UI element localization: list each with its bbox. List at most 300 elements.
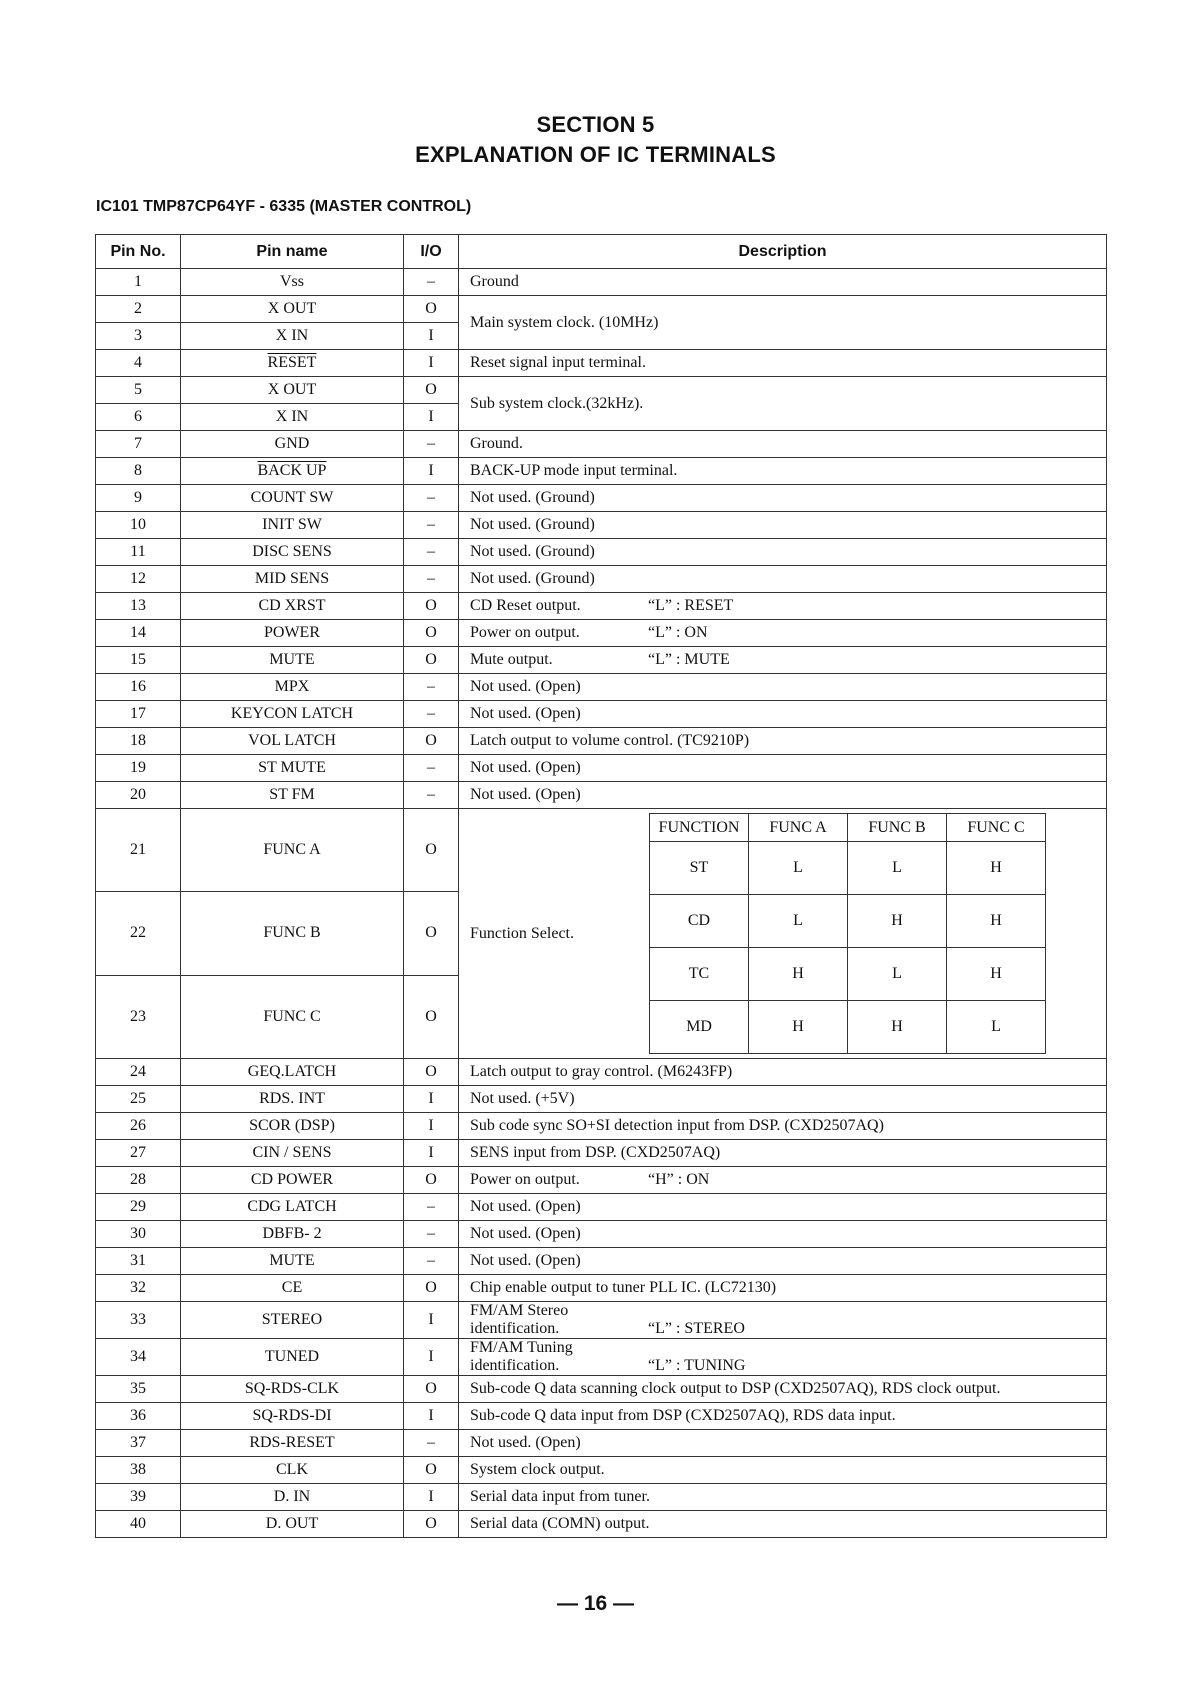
function-table-cell: H bbox=[749, 1001, 848, 1054]
signal-level: “L” : TUNING bbox=[648, 1357, 746, 1374]
pin-io: – bbox=[404, 755, 459, 782]
pin-description bbox=[459, 512, 1107, 539]
pin-description bbox=[459, 755, 1107, 782]
pin-io: O bbox=[404, 620, 459, 647]
pin-name-text: RDS-RESET bbox=[249, 1434, 335, 1451]
table-row bbox=[96, 269, 1107, 296]
pin-name bbox=[181, 1457, 404, 1484]
pin-number: 31 bbox=[96, 1248, 181, 1275]
pin-name-text: CE bbox=[281, 1279, 303, 1296]
table-row bbox=[96, 377, 1107, 404]
pin-name-text: SCOR (DSP) bbox=[249, 1117, 335, 1134]
function-select-table bbox=[649, 813, 1046, 1054]
pin-name-text: RDS. INT bbox=[259, 1090, 325, 1107]
pin-name-text: MID SENS bbox=[254, 570, 330, 587]
table-row bbox=[96, 431, 1107, 458]
pin-name-text: BACK UP bbox=[257, 462, 327, 479]
pin-description bbox=[459, 1140, 1107, 1167]
description-text: Not used. (+5V) bbox=[470, 1090, 575, 1107]
table-row bbox=[96, 485, 1107, 512]
pin-io: O bbox=[404, 809, 459, 892]
description-text: Sub-code Q data scanning clock output to DSP (CXD2507AQ), RDS clock output. bbox=[470, 1380, 1001, 1397]
pin-number: 32 bbox=[96, 1275, 181, 1302]
function-table-row bbox=[650, 948, 1046, 1001]
section-number: SECTION 5 bbox=[536, 112, 655, 137]
pin-name bbox=[181, 728, 404, 755]
pin-description bbox=[459, 1403, 1107, 1430]
pin-number: 19 bbox=[96, 755, 181, 782]
signal-level: “L” : MUTE bbox=[648, 651, 730, 668]
table-row bbox=[96, 755, 1107, 782]
pin-io: I bbox=[404, 1302, 459, 1339]
pin-io: I bbox=[404, 1140, 459, 1167]
pin-name-text: KEYCON LATCH bbox=[230, 705, 354, 722]
table-row bbox=[96, 1248, 1107, 1275]
pin-name bbox=[181, 701, 404, 728]
pin-description bbox=[459, 1275, 1107, 1302]
pin-description bbox=[459, 1167, 1107, 1194]
pin-io: – bbox=[404, 782, 459, 809]
pin-name bbox=[181, 404, 404, 431]
function-table-cell: H bbox=[749, 948, 848, 1001]
pin-number: 16 bbox=[96, 674, 181, 701]
pin-name-text: X OUT bbox=[267, 300, 317, 317]
function-table-cell: L bbox=[749, 895, 848, 948]
pin-name bbox=[181, 620, 404, 647]
pin-io: O bbox=[404, 593, 459, 620]
table-row bbox=[96, 1511, 1107, 1538]
table-row bbox=[96, 674, 1107, 701]
pin-name-text: GEQ.LATCH bbox=[247, 1063, 337, 1080]
pin-name-text: ST FM bbox=[269, 786, 315, 803]
pin-name-text: DBFB- 2 bbox=[262, 1225, 322, 1242]
table-row bbox=[96, 701, 1107, 728]
pin-name-text: MUTE bbox=[269, 1252, 315, 1269]
pin-io: – bbox=[404, 269, 459, 296]
description-text: Not used. (Open) bbox=[470, 1198, 581, 1215]
table-row bbox=[96, 1086, 1107, 1113]
pin-io: – bbox=[404, 1221, 459, 1248]
pin-name-text: CIN / SENS bbox=[252, 1144, 332, 1161]
signal-level: “L” : STEREO bbox=[648, 1320, 745, 1337]
function-table-cell: CD bbox=[650, 895, 749, 948]
description-text: Not used. (Open) bbox=[470, 1252, 581, 1269]
pin-io: – bbox=[404, 512, 459, 539]
function-table-cell: H bbox=[848, 1001, 947, 1054]
table-row bbox=[96, 1221, 1107, 1248]
pin-name-text: CDG LATCH bbox=[247, 1198, 337, 1215]
pin-io: O bbox=[404, 1167, 459, 1194]
description-text: Sub code sync SO+SI detection input from DSP. (CXD2507AQ) bbox=[470, 1117, 884, 1134]
description-text: Not used. (Open) bbox=[470, 1225, 581, 1242]
pin-name bbox=[181, 755, 404, 782]
sig-label: Mute output. bbox=[470, 651, 553, 668]
pin-io: – bbox=[404, 485, 459, 512]
function-table-cell: ST bbox=[650, 842, 749, 895]
column-header: Pin No. bbox=[96, 235, 181, 269]
pin-description bbox=[459, 1194, 1107, 1221]
pin-number: 28 bbox=[96, 1167, 181, 1194]
pin-number: 40 bbox=[96, 1511, 181, 1538]
pin-name-text: VOL LATCH bbox=[248, 732, 336, 749]
pin-name-text: COUNT SW bbox=[250, 489, 334, 506]
pin-name bbox=[181, 1167, 404, 1194]
pin-description bbox=[459, 296, 1107, 350]
pin-name bbox=[181, 1430, 404, 1457]
function-table-cell: L bbox=[749, 842, 848, 895]
column-header: I/O bbox=[404, 235, 459, 269]
function-table-row bbox=[650, 842, 1046, 895]
pin-number: 21 bbox=[96, 809, 181, 892]
table-row bbox=[96, 1113, 1107, 1140]
table-row bbox=[96, 539, 1107, 566]
pin-name bbox=[181, 323, 404, 350]
pin-name-text: POWER bbox=[264, 624, 320, 641]
pin-io: – bbox=[404, 1248, 459, 1275]
pin-name bbox=[181, 1376, 404, 1403]
function-table-cell: H bbox=[848, 895, 947, 948]
function-table-header-row bbox=[650, 814, 1046, 842]
column-header: Description bbox=[459, 235, 1107, 269]
table-row bbox=[96, 566, 1107, 593]
table-row bbox=[96, 1194, 1107, 1221]
pin-description bbox=[459, 620, 1107, 647]
function-table-cell: H bbox=[947, 842, 1046, 895]
pin-name-text: X IN bbox=[275, 408, 309, 425]
description-text: Function Select. bbox=[470, 924, 574, 942]
pin-name-text: X IN bbox=[275, 327, 309, 344]
table-row bbox=[96, 1302, 1107, 1339]
pin-name-text: ST MUTE bbox=[258, 759, 326, 776]
pin-number: 10 bbox=[96, 512, 181, 539]
function-table-cell: L bbox=[947, 1001, 1046, 1054]
pin-name-text: TUNED bbox=[264, 1348, 320, 1365]
pin-number: 11 bbox=[96, 539, 181, 566]
pin-number: 22 bbox=[96, 892, 181, 975]
description-text: Not used. (Ground) bbox=[470, 489, 595, 506]
description-text: Latch output to gray control. (M6243FP) bbox=[470, 1063, 733, 1080]
table-row bbox=[96, 620, 1107, 647]
pin-io: I bbox=[404, 404, 459, 431]
function-select-cell bbox=[470, 809, 1106, 1058]
pin-io: O bbox=[404, 1511, 459, 1538]
pin-number: 7 bbox=[96, 431, 181, 458]
pin-io: – bbox=[404, 674, 459, 701]
pin-number: 37 bbox=[96, 1430, 181, 1457]
table-row bbox=[96, 1403, 1107, 1430]
pin-number: 4 bbox=[96, 350, 181, 377]
pin-name bbox=[181, 782, 404, 809]
function-table-header: FUNC B bbox=[848, 814, 947, 842]
table-row bbox=[96, 809, 1107, 892]
description-text: SENS input from DSP. (CXD2507AQ) bbox=[470, 1144, 721, 1161]
pin-number: 34 bbox=[96, 1339, 181, 1376]
pin-description bbox=[459, 701, 1107, 728]
pin-number: 2 bbox=[96, 296, 181, 323]
pin-description bbox=[459, 782, 1107, 809]
pin-name bbox=[181, 1484, 404, 1511]
pin-io: O bbox=[404, 377, 459, 404]
section-title: EXPLANATION OF IC TERMINALS bbox=[415, 142, 776, 167]
table-row bbox=[96, 1457, 1107, 1484]
description-text: Not used. (Open) bbox=[470, 1434, 581, 1451]
function-table-header: FUNCTION bbox=[650, 814, 749, 842]
pin-number: 20 bbox=[96, 782, 181, 809]
pin-number: 35 bbox=[96, 1376, 181, 1403]
pin-name bbox=[181, 593, 404, 620]
pin-name bbox=[181, 1403, 404, 1430]
pin-description bbox=[459, 431, 1107, 458]
sig-label: CD Reset output. bbox=[470, 597, 581, 614]
pin-name bbox=[181, 512, 404, 539]
pin-description bbox=[459, 1430, 1107, 1457]
function-table-row bbox=[650, 1001, 1046, 1054]
pin-io: – bbox=[404, 566, 459, 593]
pin-number: 33 bbox=[96, 1302, 181, 1339]
description-text: Sub system clock.(32kHz). bbox=[470, 394, 644, 412]
page-number: — 16 — bbox=[556, 1592, 635, 1615]
pin-description bbox=[459, 1376, 1107, 1403]
function-table-cell: L bbox=[848, 842, 947, 895]
pin-description bbox=[459, 1221, 1107, 1248]
pin-name bbox=[181, 1140, 404, 1167]
pin-description bbox=[459, 458, 1107, 485]
pin-io: I bbox=[404, 1113, 459, 1140]
pin-number: 13 bbox=[96, 593, 181, 620]
pin-description bbox=[459, 1484, 1107, 1511]
pin-name bbox=[181, 975, 404, 1058]
pin-io: O bbox=[404, 892, 459, 975]
table-row bbox=[96, 1275, 1107, 1302]
table-row bbox=[96, 647, 1107, 674]
pin-name-text: MUTE bbox=[269, 651, 315, 668]
pin-name bbox=[181, 1221, 404, 1248]
pin-name-text: CD POWER bbox=[250, 1171, 334, 1188]
pin-name bbox=[181, 485, 404, 512]
pin-description bbox=[459, 1248, 1107, 1275]
description-text: Ground. bbox=[470, 435, 523, 452]
pin-description bbox=[459, 1339, 1107, 1376]
pin-io: O bbox=[404, 647, 459, 674]
pin-name bbox=[181, 1275, 404, 1302]
pin-number: 39 bbox=[96, 1484, 181, 1511]
pin-description bbox=[459, 1113, 1107, 1140]
pin-name bbox=[181, 647, 404, 674]
sig-label: Power on output. bbox=[470, 1171, 580, 1188]
pin-number: 8 bbox=[96, 458, 181, 485]
table-row bbox=[96, 1484, 1107, 1511]
pin-name bbox=[181, 1511, 404, 1538]
description-text: Sub-code Q data input from DSP (CXD2507AQ), RDS data input. bbox=[470, 1407, 896, 1424]
pin-description bbox=[459, 1511, 1107, 1538]
pin-name bbox=[181, 1059, 404, 1086]
pin-io: O bbox=[404, 1376, 459, 1403]
pin-description bbox=[459, 647, 1107, 674]
pin-io: O bbox=[404, 296, 459, 323]
table-body bbox=[96, 269, 1107, 1538]
pin-number: 26 bbox=[96, 1113, 181, 1140]
function-table-header: FUNC C bbox=[947, 814, 1046, 842]
pin-io: O bbox=[404, 728, 459, 755]
description-text: Reset signal input terminal. bbox=[470, 354, 646, 371]
pin-name-text: D. OUT bbox=[265, 1515, 319, 1532]
signal-level: “H” : ON bbox=[648, 1171, 710, 1188]
pin-name bbox=[181, 566, 404, 593]
description-text: Main system clock. (10MHz) bbox=[470, 313, 659, 331]
pin-name-text: DISC SENS bbox=[252, 543, 332, 560]
pin-number: 29 bbox=[96, 1194, 181, 1221]
pin-number: 36 bbox=[96, 1403, 181, 1430]
function-table-row bbox=[650, 895, 1046, 948]
table-header-row bbox=[96, 235, 1107, 269]
pin-io: – bbox=[404, 1194, 459, 1221]
pin-description bbox=[459, 485, 1107, 512]
pin-name-text: SQ-RDS-CLK bbox=[244, 1380, 340, 1397]
pin-name bbox=[181, 1113, 404, 1140]
pin-name bbox=[181, 1248, 404, 1275]
pin-name-text: STEREO bbox=[261, 1311, 323, 1328]
pin-description bbox=[459, 1302, 1107, 1339]
table-row bbox=[96, 1140, 1107, 1167]
pin-name-text: Vss bbox=[279, 273, 304, 290]
pin-io: – bbox=[404, 431, 459, 458]
pin-io: I bbox=[404, 1086, 459, 1113]
signal-level: “L” : ON bbox=[648, 624, 708, 641]
pin-io: I bbox=[404, 458, 459, 485]
table-row bbox=[96, 296, 1107, 323]
pin-io: – bbox=[404, 539, 459, 566]
pin-name bbox=[181, 892, 404, 975]
description-text: Not used. (Open) bbox=[470, 786, 581, 803]
pin-name-text: CLK bbox=[276, 1461, 308, 1478]
description-text: Chip enable output to tuner PLL IC. (LC72130) bbox=[470, 1279, 777, 1296]
pin-name-text: SQ-RDS-DI bbox=[252, 1407, 332, 1424]
function-table-header: FUNC A bbox=[749, 814, 848, 842]
function-table-cell: H bbox=[947, 948, 1046, 1001]
pin-number: 1 bbox=[96, 269, 181, 296]
pin-name-text: INIT SW bbox=[262, 516, 322, 533]
pin-number: 30 bbox=[96, 1221, 181, 1248]
pin-io: O bbox=[404, 1457, 459, 1484]
pin-name bbox=[181, 1194, 404, 1221]
pin-number: 14 bbox=[96, 620, 181, 647]
pin-number: 24 bbox=[96, 1059, 181, 1086]
table-row bbox=[96, 1059, 1107, 1086]
pin-name-text: FUNC A bbox=[263, 841, 321, 859]
pin-description bbox=[459, 674, 1107, 701]
function-table-cell: TC bbox=[650, 948, 749, 1001]
table-row bbox=[96, 512, 1107, 539]
pin-number: 38 bbox=[96, 1457, 181, 1484]
pin-name bbox=[181, 458, 404, 485]
table-row bbox=[96, 350, 1107, 377]
pin-io: – bbox=[404, 701, 459, 728]
pin-number: 27 bbox=[96, 1140, 181, 1167]
table-row bbox=[96, 728, 1107, 755]
pin-io: O bbox=[404, 975, 459, 1058]
pin-name bbox=[181, 1086, 404, 1113]
description-text: Not used. (Ground) bbox=[470, 543, 595, 560]
pin-number: 25 bbox=[96, 1086, 181, 1113]
pin-name bbox=[181, 296, 404, 323]
pin-description bbox=[459, 566, 1107, 593]
pin-number: 17 bbox=[96, 701, 181, 728]
pin-table bbox=[95, 234, 1107, 1538]
description-text: Serial data input from tuner. bbox=[470, 1488, 650, 1505]
description-text: System clock output. bbox=[470, 1461, 605, 1478]
description-text: Not used. (Ground) bbox=[470, 516, 595, 533]
pin-io: I bbox=[404, 1339, 459, 1376]
pin-number: 15 bbox=[96, 647, 181, 674]
pin-name-text: MPX bbox=[274, 678, 310, 695]
pin-description bbox=[459, 539, 1107, 566]
description-text: Latch output to volume control. (TC9210P) bbox=[470, 732, 750, 749]
pin-name bbox=[181, 1339, 404, 1376]
pin-description bbox=[459, 1086, 1107, 1113]
pin-name-text: X OUT bbox=[267, 381, 317, 398]
pin-description bbox=[459, 1457, 1107, 1484]
pin-name bbox=[181, 539, 404, 566]
pin-name bbox=[181, 350, 404, 377]
pin-io: I bbox=[404, 350, 459, 377]
pin-number: 18 bbox=[96, 728, 181, 755]
pin-description bbox=[459, 377, 1107, 431]
pin-io: I bbox=[404, 323, 459, 350]
pin-name bbox=[181, 1302, 404, 1339]
sig-label: FM/AM Stereo identification. bbox=[470, 1302, 569, 1337]
pin-number: 23 bbox=[96, 975, 181, 1058]
table-row bbox=[96, 1167, 1107, 1194]
pin-io: I bbox=[404, 1484, 459, 1511]
pin-name bbox=[181, 431, 404, 458]
pin-name-text: FUNC B bbox=[263, 924, 321, 942]
pin-name-text: D. IN bbox=[273, 1488, 311, 1505]
function-table-cell: MD bbox=[650, 1001, 749, 1054]
sig-label: FM/AM Tuning identification. bbox=[470, 1339, 573, 1374]
pin-description bbox=[459, 1059, 1107, 1086]
pin-description bbox=[459, 728, 1107, 755]
pin-number: 12 bbox=[96, 566, 181, 593]
table-row bbox=[96, 1376, 1107, 1403]
description-text: Not used. (Open) bbox=[470, 678, 581, 695]
pin-description bbox=[459, 809, 1107, 1059]
pin-name-text: CD XRST bbox=[258, 597, 326, 614]
pin-number: 5 bbox=[96, 377, 181, 404]
sig-label: Power on output. bbox=[470, 624, 580, 641]
pin-name-text: GND bbox=[274, 435, 310, 452]
description-text: Ground bbox=[470, 273, 519, 290]
ic-title: IC101 TMP87CP64YF - 6335 (MASTER CONTROL) bbox=[96, 198, 472, 215]
pin-number: 9 bbox=[96, 485, 181, 512]
pin-io: – bbox=[404, 1430, 459, 1457]
signal-level: “L” : RESET bbox=[648, 597, 734, 614]
description-text: Not used. (Open) bbox=[470, 705, 581, 722]
function-table-cell: L bbox=[848, 948, 947, 1001]
description-text: Serial data (COMN) output. bbox=[470, 1515, 650, 1532]
pin-name bbox=[181, 377, 404, 404]
pin-io: I bbox=[404, 1403, 459, 1430]
table-row bbox=[96, 1430, 1107, 1457]
pin-name-text: RESET bbox=[267, 354, 317, 371]
column-header: Pin name bbox=[181, 235, 404, 269]
table-row bbox=[96, 458, 1107, 485]
pin-name bbox=[181, 674, 404, 701]
table-row bbox=[96, 1339, 1107, 1376]
pin-description bbox=[459, 350, 1107, 377]
pin-number: 3 bbox=[96, 323, 181, 350]
description-text: Not used. (Ground) bbox=[470, 570, 595, 587]
pin-name bbox=[181, 809, 404, 892]
